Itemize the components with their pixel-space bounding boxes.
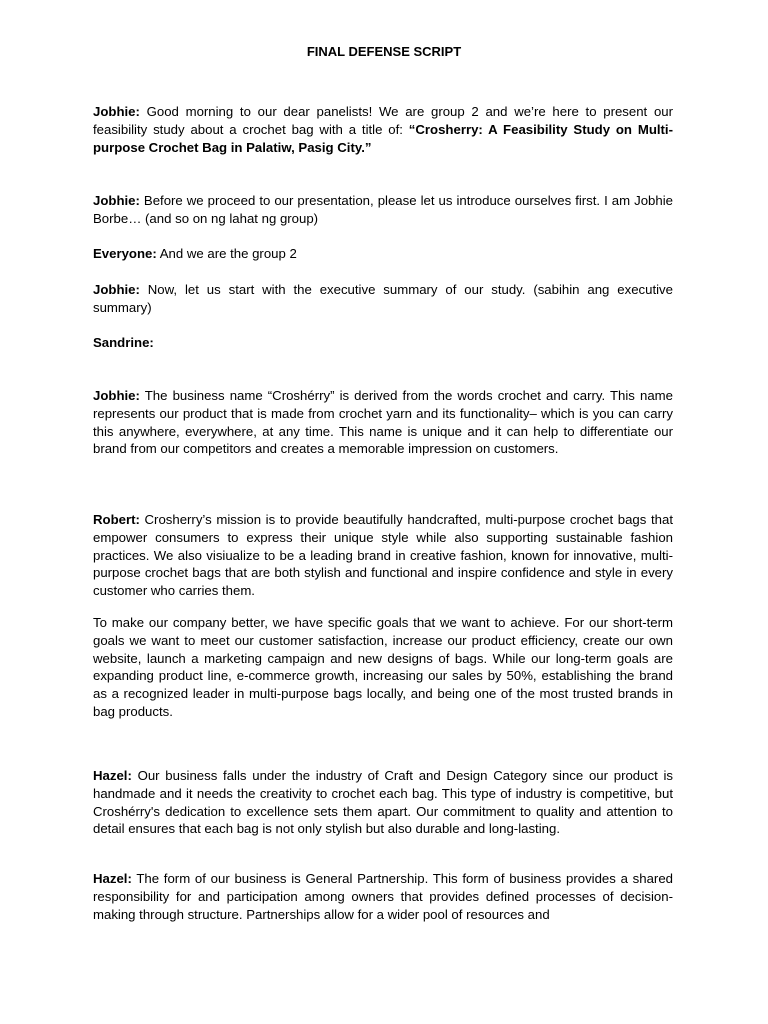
speaker-name: Jobhie: [93, 104, 140, 119]
paragraph-jobhie-business-name [93, 387, 673, 458]
paragraph-text: The business name “Croshérry” is derived from the words crochet and carry. This name represents our product that is made from crochet yarn and its functionality– which is you can carry this anywhere, everywhere, at any time. This name is unique and it can help to differentiate our brand from our competitors and creates a memorable impression on customers. [93, 388, 673, 457]
speaker-name: Hazel: [93, 768, 132, 783]
paragraph-everyone [93, 245, 673, 263]
paragraph-hazel-partnership [93, 870, 673, 923]
speaker-name: Jobhie: [93, 282, 140, 297]
paragraph-robert-mission [93, 511, 673, 600]
document-title: FINAL DEFENSE SCRIPT [306, 44, 462, 59]
paragraph-jobhie-summary [93, 281, 673, 317]
speaker-name: Everyone: [93, 246, 157, 261]
paragraph-hazel-industry [93, 767, 673, 838]
paragraph-goals [93, 614, 673, 721]
paragraph-sandrine [93, 334, 673, 352]
paragraph-text: Good morning to our dear panelists! We are group 2 and we’re here to present our feasibility study about a crochet bag with a title of: [93, 104, 673, 137]
paragraph-jobhie-intro [93, 192, 673, 228]
paragraph-text: Before we proceed to our presentation, please let us introduce ourselves first. I am Jobhie Borbe… (and so on ng lahat ng group) [93, 193, 673, 226]
paragraph-text: Now, let us start with the executive summary of our study. (sabihin ang executive summary) [93, 282, 673, 315]
speaker-name: Jobhie: [93, 193, 140, 208]
paragraph-text: To make our company better, we have specific goals that we want to achieve. For our short-term goals we want to meet our customer satisfaction, increase our product efficiency, create our own website, launch a marketing campaign and new designs of bags. While our long-term goals are expanding product line, e-commerce growth, increasing our sales by 50%, establishing the brand as a recognized leader in multi-purpose bags locally, and being one of the most trusted brands in bag products. [93, 615, 673, 719]
paragraph-text: And we are the group 2 [156, 246, 297, 261]
paragraph-text: Our business falls under the industry of Craft and Design Category since our product is handmade and it needs the creativity to crochet each bag. This type of industry is competitive, but Croshérry's dedication to excellence sets them apart. Our commitment to quality and attention to detail ensures that each bag is not only stylish but also durable and long-lasting. [93, 768, 673, 837]
study-title: “Crosherry: A Feasibility Study on Multi-purpose Crochet Bag in Palatiw, Pasig City.” [93, 121, 673, 155]
paragraph-text: The form of our business is General Partnership. This form of business provides a shared responsibility for and participation among owners that provides defined processes of decision-making through structure. Partnerships allow for a wider pool of resources and [93, 871, 673, 922]
speaker-name: Robert: [93, 512, 140, 527]
paragraph-jobhie-greeting [93, 103, 673, 156]
speaker-name: Hazel: [93, 871, 132, 886]
paragraph-text: Crosherry’s mission is to provide beautifully handcrafted, multi-purpose crochet bags that empower consumers to express their unique style while also supporting sustainable fashion practices. We also visiualize to be a leading brand in creative fashion, known for innovative, multi-purpose crochet bags that are both stylish and functional and inspire confidence and style in every customer who carries them. [93, 512, 673, 599]
speaker-name: Jobhie: [93, 388, 140, 403]
speaker-name: Sandrine: [93, 335, 154, 350]
